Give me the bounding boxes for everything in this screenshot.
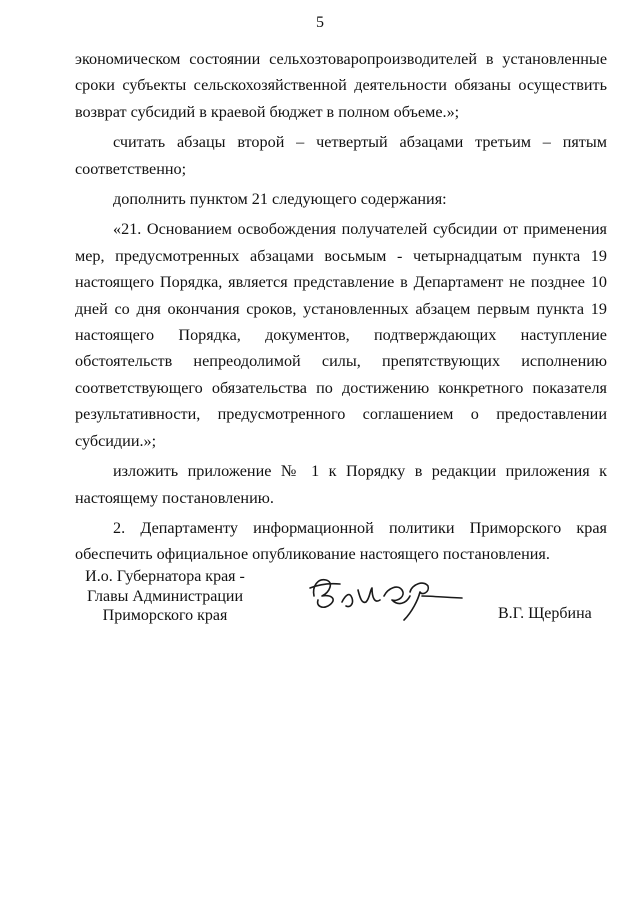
- paragraph-appendix-clause: изложить приложение № 1 к Порядку в редакции приложения к настоящему постановлению.: [75, 462, 607, 507]
- handwritten-signature: [306, 566, 466, 624]
- page-number: 5: [316, 14, 324, 31]
- signatory-title-line: Приморского края: [102, 607, 228, 624]
- signatory-title-line: Главы Администрации: [86, 587, 244, 605]
- signatory-title-line: И.о. Губернатора края -: [85, 568, 245, 585]
- paragraph-continuation: экономическом состоянии сельхозтоваропроизводителей в установленные сроки субъекты сельскохозяйственной деятельности обязаны осуществить возврат субсидий в краевой бюджет в полном объеме.»;: [75, 50, 607, 121]
- signatory-title: [70, 567, 260, 626]
- paragraph-point-21-text: «21. Основанием освобождения получателей субсидии от применения мер, предусмотренных абзацами восьмым - четырнадцатым пункта 19 настоящего Порядка, является представление в Департамент не позднее 10 дней со дня окончания сроков, установленных абзацем первым пункта 19 настоящего Порядка, документов, подтверждающих наступление обстоятельств непреодолимой силы, препятствующих исполнению соответствующего обязательства по достижению конкретного показателя результативности, предусмотренного соглашением о предоставлении субсидии.»;: [75, 220, 607, 450]
- paragraph-publication-clause: 2. Департаменту информационной политики Приморского края обеспечить официальное опубликование настоящего постановления.: [75, 518, 607, 564]
- paragraph-renumber-clause: считать абзацы второй – четвертый абзацами третьим – пятым соответственно;: [75, 133, 607, 178]
- paragraph-add-point-21: дополнить пунктом 21 следующего содержания:: [113, 190, 447, 209]
- document-body: [75, 46, 607, 572]
- signatory-name: В.Г. Щербина: [498, 605, 592, 622]
